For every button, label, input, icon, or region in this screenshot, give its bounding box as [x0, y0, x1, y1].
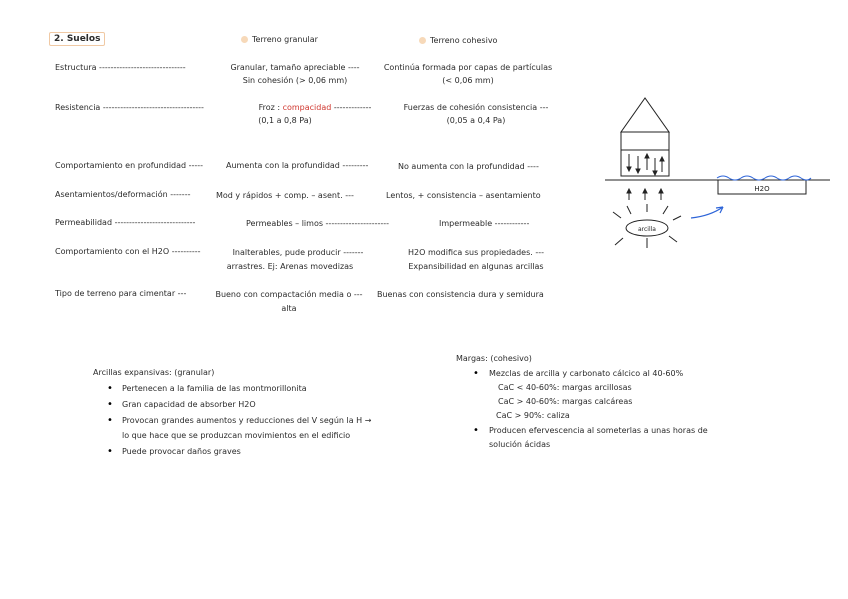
legend-granular-label: Terreno granular [252, 35, 318, 44]
list-item: • Provocan grandes aumentos y reducciones del V según la H → [93, 416, 371, 425]
arcillas-list-2 [93, 447, 371, 456]
arcillas-list [93, 384, 371, 425]
legend-granular-dot [241, 36, 248, 43]
section-title: 2. Suelos [49, 32, 105, 46]
row-label-profundidad: Comportamiento en profundidad ----- [55, 161, 204, 170]
row-label-resistencia: Resistencia ----------------------------------- [55, 103, 204, 112]
margas-list [456, 369, 708, 378]
row-label-asentamientos: Asentamientos/deformación ------- [55, 190, 191, 199]
margas-sub-item: CaC < 40-60%: margas arcillosas [498, 383, 632, 392]
list-item: • Producen efervescencia al someterlas a unas horas de [473, 426, 708, 435]
row-label-permeabilidad: Permeabilidad ---------------------------- [55, 218, 196, 227]
water-flow-arrow [691, 207, 723, 218]
cimentar-cohesivo: Buenas con consistencia dura y semidura [377, 290, 544, 299]
margas-item2-continuation: solución ácidas [489, 440, 551, 449]
cimentar-granular-line1: Bueno con compactación media o --- [215, 290, 363, 299]
water-label: H2O [754, 185, 770, 193]
house-arrows [627, 154, 664, 175]
arcillas-section [93, 368, 371, 463]
cimentar-granular-line2: alta [281, 304, 297, 313]
row-label-estructura: Estructura ------------------------------ [55, 63, 186, 72]
row-label-cimentar: Tipo de terreno para cimentar --- [55, 289, 187, 298]
resistencia-cohesivo [396, 103, 556, 125]
resistencia-granular-prefix: Froz : [258, 103, 281, 112]
profundidad-cohesivo: No aumenta con la profundidad ---- [398, 162, 539, 171]
legend-cohesivo-dot [419, 37, 426, 44]
list-item: • Mezclas de arcilla y carbonato cálcico al 40-60% [473, 369, 708, 378]
water-wave [717, 176, 811, 180]
profundidad-granular: Aumenta con la profundidad --------- [226, 161, 369, 170]
resistencia-cohesivo-line1: Fuerzas de cohesión consistencia --- [403, 103, 549, 112]
legend-cohesivo-label: Terreno cohesivo [430, 36, 498, 45]
row-label-h2o: Comportamiento con el H2O ---------- [55, 247, 201, 256]
asentamientos-cohesivo: Lentos, + consistencia – asentamiento [386, 191, 541, 200]
h2o-granular [218, 248, 378, 271]
h2o-granular-line2: arrastres. Ej: Arenas movedizas [226, 262, 354, 271]
estructura-cohesivo-line1: Continúa formada por capas de partículas [383, 63, 553, 72]
margas-sub-item: CaC > 90%: caliza [496, 411, 570, 420]
resistencia-granular-line2: (0,1 a 0,8 Pa) [258, 116, 312, 125]
resistencia-granular [240, 103, 390, 125]
permeabilidad-cohesivo: Impermeable ------------ [439, 219, 530, 228]
asentamientos-granular: Mod y rápidos + comp. – asent. --- [216, 191, 354, 200]
permeabilidad-granular: Permeables – limos ---------------------- [246, 219, 390, 228]
ground-arrows [627, 189, 663, 200]
list-item: • Pertenecen a la familia de las montmorillonita [93, 384, 371, 393]
list-item: • Puede provocar daños graves [93, 447, 371, 456]
resistencia-cohesivo-line2: (0,05 a 0,4 Pa) [446, 116, 506, 125]
estructura-cohesivo-line2: (< 0,06 mm) [442, 76, 494, 85]
arcillas-heading: Arcillas expansivas: (granular) [93, 368, 215, 377]
cimentar-granular [214, 290, 364, 313]
list-item: • Gran capacidad de absorber H2O [93, 400, 371, 409]
resistencia-granular-line1 [240, 103, 390, 112]
estructura-cohesivo [372, 63, 564, 85]
legend-cohesivo [419, 36, 497, 45]
estructura-granular-line1: Granular, tamaño apreciable ---- [230, 63, 360, 72]
arcillas-continuation: lo que hace que se produzcan movimientos en el edificio [122, 431, 351, 440]
margas-heading: Margas: (cohesivo) [456, 354, 532, 363]
house-roof [621, 98, 669, 132]
margas-sub-item: CaC > 40-60%: margas calcáreas [498, 397, 633, 406]
estructura-granular [220, 63, 370, 85]
soil-diagram [605, 90, 840, 260]
margas-section [456, 354, 708, 449]
resistencia-granular-dashes: ------------- [333, 103, 372, 112]
arcilla-label: arcilla [638, 226, 656, 233]
resistencia-highlight: compacidad [282, 103, 332, 112]
estructura-granular-line2: Sin cohesión (> 0,06 mm) [242, 76, 348, 85]
h2o-cohesivo-line2: Expansibilidad en algunas arcillas [408, 262, 544, 271]
h2o-granular-line1: Inalterables, pude producir ------- [232, 248, 364, 257]
legend-granular [241, 35, 318, 44]
h2o-cohesivo-line1: H2O modifica sus propiedades. --- [408, 248, 544, 257]
margas-list-2 [456, 426, 708, 435]
h2o-cohesivo [396, 248, 556, 271]
